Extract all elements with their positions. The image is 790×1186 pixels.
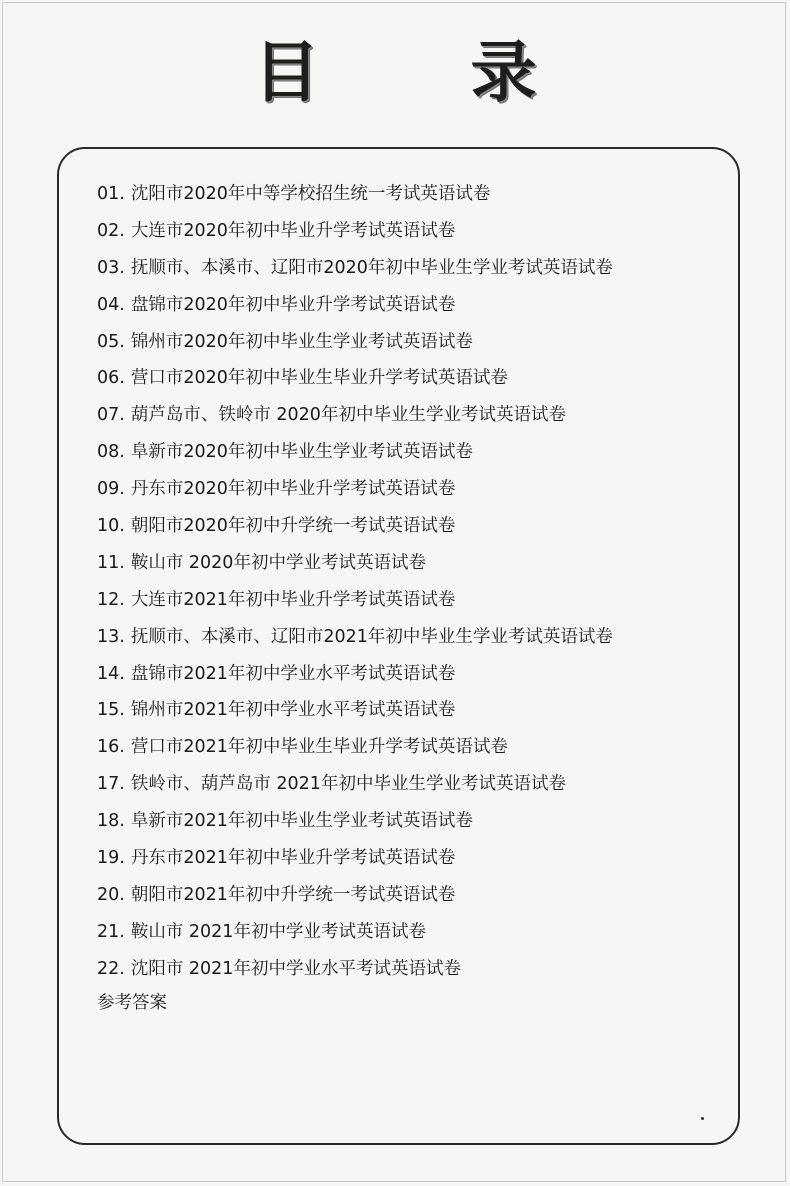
toc-item[interactable] (97, 213, 613, 250)
toc-item-number: 06. (97, 368, 125, 389)
toc-item-title: 锦州市2021年初中学业水平考试英语试卷 (130, 700, 456, 721)
toc-item-number: 17. (97, 774, 125, 795)
toc-item[interactable] (97, 582, 613, 619)
toc-item-title: 铁岭市、葫芦岛市 2021年初中毕业生学业考试英语试卷 (130, 774, 566, 795)
toc-item[interactable] (97, 250, 613, 287)
toc-list (97, 176, 613, 988)
toc-item-title: 沈阳市 2021年初中学业水平考试英语试卷 (130, 958, 461, 979)
toc-item[interactable] (97, 545, 613, 582)
toc-item-number: 13. (97, 626, 125, 647)
toc-item-number: 18. (97, 811, 125, 832)
toc-item-title: 葫芦岛市、铁岭市 2020年初中毕业生学业考试英语试卷 (130, 405, 566, 426)
toc-item-title: 鞍山市 2020年初中学业考试英语试卷 (130, 552, 426, 573)
toc-item[interactable] (97, 803, 613, 840)
toc-item-number: 01. (97, 184, 125, 204)
toc-item[interactable] (97, 324, 613, 361)
page-title: 目 录 (253, 34, 601, 111)
toc-item-title: 沈阳市2020年中等学校招生统一考试英语试卷 (130, 184, 491, 204)
toc-item-title: 大连市2020年初中毕业升学考试英语试卷 (130, 220, 456, 241)
toc-item-title: 锦州市2020年初中毕业生学业考试英语试卷 (130, 331, 473, 352)
toc-item[interactable] (97, 176, 613, 213)
toc-item[interactable] (97, 729, 613, 766)
toc-item[interactable] (97, 840, 613, 877)
toc-item-title: 营口市2021年初中毕业生毕业升学考试英语试卷 (130, 737, 508, 758)
toc-item-title: 盘锦市2020年初中毕业升学考试英语试卷 (130, 294, 456, 315)
toc-item-title: 朝阳市2020年初中升学统一考试英语试卷 (130, 516, 456, 537)
toc-item-number: 14. (97, 663, 125, 684)
toc-item[interactable] (97, 508, 613, 545)
toc-item-title: 朝阳市2021年初中升学统一考试英语试卷 (130, 884, 456, 905)
toc-item-number: 04. (97, 294, 125, 315)
toc-item[interactable] (97, 877, 613, 914)
toc-item[interactable] (97, 766, 613, 803)
toc-item-title: 阜新市2020年初中毕业生学业考试英语试卷 (130, 442, 473, 463)
toc-item-title: 丹东市2020年初中毕业升学考试英语试卷 (130, 479, 456, 500)
toc-appendix-answers[interactable]: 参考答案 (97, 993, 167, 1013)
toc-item[interactable] (97, 692, 613, 729)
toc-item-number: 08. (97, 442, 125, 463)
toc-item[interactable] (97, 656, 613, 693)
toc-item[interactable] (97, 471, 613, 508)
toc-item-number: 09. (97, 479, 125, 500)
toc-item-number: 11. (97, 552, 125, 573)
toc-item-title: 大连市2021年初中毕业升学考试英语试卷 (130, 589, 456, 610)
toc-item[interactable] (97, 619, 613, 656)
toc-item[interactable] (97, 360, 613, 397)
toc-item-title: 盘锦市2021年初中学业水平考试英语试卷 (130, 663, 456, 684)
print-speck (701, 1117, 704, 1120)
toc-item[interactable] (97, 914, 613, 951)
toc-item-number: 03. (97, 257, 125, 278)
toc-item-number: 21. (97, 921, 125, 942)
toc-item-title: 鞍山市 2021年初中学业考试英语试卷 (130, 921, 426, 942)
toc-item[interactable] (97, 951, 613, 988)
toc-item-number: 05. (97, 331, 125, 352)
toc-item-number: 10. (97, 516, 125, 537)
toc-item-title: 丹东市2021年初中毕业升学考试英语试卷 (130, 848, 456, 869)
toc-item-title: 阜新市2021年初中毕业生学业考试英语试卷 (130, 811, 473, 832)
toc-item-number: 07. (97, 405, 125, 426)
toc-item-title: 抚顺市、本溪市、辽阳市2020年初中毕业生学业考试英语试卷 (130, 257, 613, 278)
toc-item-number: 22. (97, 958, 125, 979)
toc-item[interactable] (97, 287, 613, 324)
toc-item-number: 02. (97, 220, 125, 241)
toc-item-title: 抚顺市、本溪市、辽阳市2021年初中毕业生学业考试英语试卷 (130, 626, 613, 647)
toc-item-number: 12. (97, 589, 125, 610)
toc-item-number: 20. (97, 884, 125, 905)
toc-item[interactable] (97, 434, 613, 471)
toc-item-number: 16. (97, 737, 125, 758)
toc-item-number: 15. (97, 700, 125, 721)
toc-item-number: 19. (97, 848, 125, 869)
toc-item-title: 营口市2020年初中毕业生毕业升学考试英语试卷 (130, 368, 508, 389)
toc-item[interactable] (97, 397, 613, 434)
